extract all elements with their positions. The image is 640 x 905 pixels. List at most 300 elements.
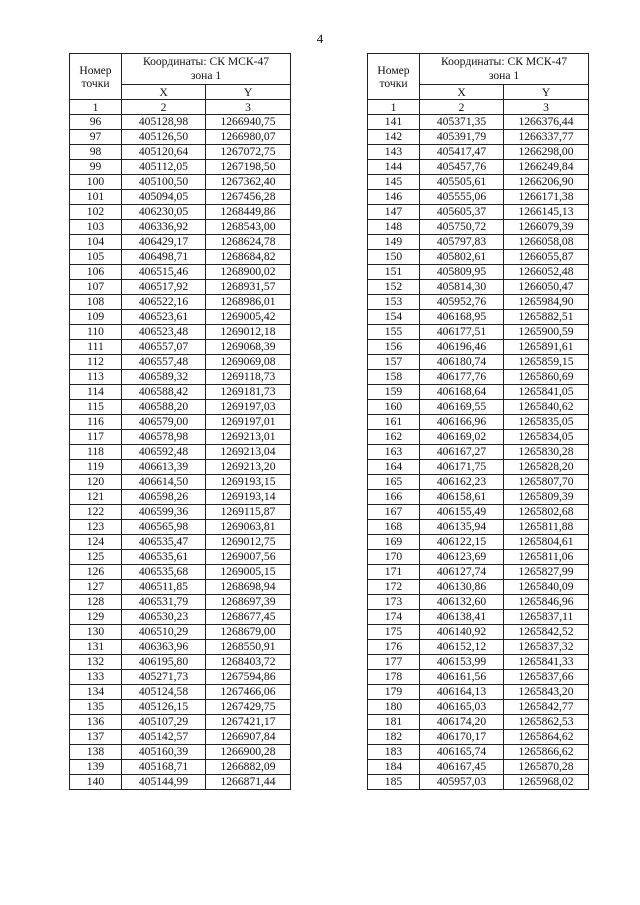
point-number-cell: 175 xyxy=(368,625,420,640)
table-row xyxy=(70,130,291,145)
x-coordinate-cell: 405957,03 xyxy=(420,775,504,790)
y-coordinate-cell: 1265900,59 xyxy=(504,325,589,340)
y-coordinate-cell: 1266940,75 xyxy=(206,115,291,130)
x-coordinate-cell: 406123,69 xyxy=(420,550,504,565)
table-row xyxy=(70,220,291,235)
x-coordinate-cell: 406155,49 xyxy=(420,505,504,520)
y-coordinate-cell: 1268900,02 xyxy=(206,265,291,280)
y-coordinate-cell: 1265842,77 xyxy=(504,700,589,715)
x-coordinate-cell: 406523,48 xyxy=(122,325,206,340)
point-number-cell: 143 xyxy=(368,145,420,160)
y-coordinate-cell: 1265841,33 xyxy=(504,655,589,670)
table-row xyxy=(368,205,589,220)
point-number-cell: 183 xyxy=(368,745,420,760)
header-index-3: 3 xyxy=(206,100,291,115)
x-coordinate-cell: 406523,61 xyxy=(122,310,206,325)
table-row xyxy=(368,265,589,280)
header-x: X xyxy=(122,85,206,100)
point-number-cell: 132 xyxy=(70,655,122,670)
table-row xyxy=(368,475,589,490)
table-row xyxy=(70,550,291,565)
x-coordinate-cell: 405809,95 xyxy=(420,265,504,280)
point-number-cell: 178 xyxy=(368,670,420,685)
x-coordinate-cell: 406531,79 xyxy=(122,595,206,610)
y-coordinate-cell: 1268624,78 xyxy=(206,235,291,250)
x-coordinate-cell: 405952,76 xyxy=(420,295,504,310)
point-number-cell: 120 xyxy=(70,475,122,490)
y-coordinate-cell: 1265862,53 xyxy=(504,715,589,730)
y-coordinate-cell: 1265891,61 xyxy=(504,340,589,355)
y-coordinate-cell: 1265811,06 xyxy=(504,550,589,565)
table-row xyxy=(368,340,589,355)
x-coordinate-cell: 405505,61 xyxy=(420,175,504,190)
table-row xyxy=(368,685,589,700)
y-coordinate-cell: 1265830,28 xyxy=(504,445,589,460)
table-row xyxy=(70,370,291,385)
x-coordinate-cell: 405371,35 xyxy=(420,115,504,130)
table-row xyxy=(368,730,589,745)
y-coordinate-cell: 1269213,04 xyxy=(206,445,291,460)
point-number-cell: 122 xyxy=(70,505,122,520)
y-coordinate-cell: 1265864,62 xyxy=(504,730,589,745)
table-row xyxy=(368,325,589,340)
x-coordinate-cell: 405391,79 xyxy=(420,130,504,145)
y-coordinate-cell: 1269012,18 xyxy=(206,325,291,340)
point-number-cell: 124 xyxy=(70,535,122,550)
x-coordinate-cell: 406168,64 xyxy=(420,385,504,400)
table-row xyxy=(70,715,291,730)
x-coordinate-cell: 406535,68 xyxy=(122,565,206,580)
table-row xyxy=(368,250,589,265)
x-coordinate-cell: 405094,05 xyxy=(122,190,206,205)
point-number-cell: 145 xyxy=(368,175,420,190)
y-coordinate-cell: 1269118,73 xyxy=(206,370,291,385)
x-coordinate-cell: 406177,76 xyxy=(420,370,504,385)
y-coordinate-cell: 1266871,44 xyxy=(206,775,291,790)
point-number-cell: 179 xyxy=(368,685,420,700)
y-coordinate-cell: 1265846,96 xyxy=(504,595,589,610)
y-coordinate-cell: 1265811,88 xyxy=(504,520,589,535)
x-coordinate-cell: 405271,73 xyxy=(122,670,206,685)
point-number-cell: 146 xyxy=(368,190,420,205)
table-row xyxy=(368,460,589,475)
x-coordinate-cell: 406153,99 xyxy=(420,655,504,670)
x-coordinate-cell: 405144,99 xyxy=(122,775,206,790)
x-coordinate-cell: 406168,95 xyxy=(420,310,504,325)
table-row xyxy=(70,115,291,130)
x-coordinate-cell: 406599,36 xyxy=(122,505,206,520)
x-coordinate-cell: 406177,51 xyxy=(420,325,504,340)
point-number-cell: 148 xyxy=(368,220,420,235)
table-row xyxy=(70,265,291,280)
y-coordinate-cell: 1269007,56 xyxy=(206,550,291,565)
table-row xyxy=(368,640,589,655)
table-row xyxy=(368,115,589,130)
point-number-cell: 155 xyxy=(368,325,420,340)
x-coordinate-cell: 406588,20 xyxy=(122,400,206,415)
y-coordinate-cell: 1268986,01 xyxy=(206,295,291,310)
x-coordinate-cell: 405107,29 xyxy=(122,715,206,730)
point-number-cell: 176 xyxy=(368,640,420,655)
y-coordinate-cell: 1265840,09 xyxy=(504,580,589,595)
table-row xyxy=(70,235,291,250)
point-number-cell: 125 xyxy=(70,550,122,565)
y-coordinate-cell: 1265840,62 xyxy=(504,400,589,415)
point-number-cell: 147 xyxy=(368,205,420,220)
point-number-cell: 156 xyxy=(368,340,420,355)
y-coordinate-cell: 1266055,87 xyxy=(504,250,589,265)
table-row xyxy=(70,595,291,610)
y-coordinate-cell: 1265807,70 xyxy=(504,475,589,490)
x-coordinate-cell: 406167,45 xyxy=(420,760,504,775)
y-coordinate-cell: 1267429,75 xyxy=(206,700,291,715)
point-number-cell: 96 xyxy=(70,115,122,130)
coordinates-table-right xyxy=(367,53,589,790)
x-coordinate-cell: 406127,74 xyxy=(420,565,504,580)
point-number-cell: 135 xyxy=(70,700,122,715)
table-row xyxy=(368,385,589,400)
y-coordinate-cell: 1266050,47 xyxy=(504,280,589,295)
table-row xyxy=(70,340,291,355)
point-number-cell: 119 xyxy=(70,460,122,475)
point-number-cell: 160 xyxy=(368,400,420,415)
x-coordinate-cell: 406498,71 xyxy=(122,250,206,265)
table-row xyxy=(70,415,291,430)
point-number-cell: 108 xyxy=(70,295,122,310)
x-coordinate-cell: 405168,71 xyxy=(122,760,206,775)
table-row xyxy=(368,505,589,520)
point-number-cell: 184 xyxy=(368,760,420,775)
table-row xyxy=(70,145,291,160)
x-coordinate-cell: 405124,58 xyxy=(122,685,206,700)
table-body-left xyxy=(70,115,291,790)
x-coordinate-cell: 406363,96 xyxy=(122,640,206,655)
table-row xyxy=(70,730,291,745)
x-coordinate-cell: 406429,17 xyxy=(122,235,206,250)
x-coordinate-cell: 406165,74 xyxy=(420,745,504,760)
x-coordinate-cell: 406517,92 xyxy=(122,280,206,295)
table-row xyxy=(368,445,589,460)
table-row xyxy=(368,745,589,760)
table-row xyxy=(70,505,291,520)
x-coordinate-cell: 406588,42 xyxy=(122,385,206,400)
y-coordinate-cell: 1268697,39 xyxy=(206,595,291,610)
y-coordinate-cell: 1269115,87 xyxy=(206,505,291,520)
point-number-cell: 142 xyxy=(368,130,420,145)
table-row xyxy=(368,490,589,505)
y-coordinate-cell: 1265984,90 xyxy=(504,295,589,310)
point-number-cell: 130 xyxy=(70,625,122,640)
table-row xyxy=(368,370,589,385)
point-number-cell: 173 xyxy=(368,595,420,610)
point-number-cell: 185 xyxy=(368,775,420,790)
point-number-cell: 106 xyxy=(70,265,122,280)
x-coordinate-cell: 406167,27 xyxy=(420,445,504,460)
x-coordinate-cell: 406336,92 xyxy=(122,220,206,235)
table-row xyxy=(368,610,589,625)
table-row xyxy=(70,670,291,685)
x-coordinate-cell: 405112,05 xyxy=(122,160,206,175)
y-coordinate-cell: 1269069,08 xyxy=(206,355,291,370)
y-coordinate-cell: 1266900,28 xyxy=(206,745,291,760)
point-number-cell: 140 xyxy=(70,775,122,790)
table-row xyxy=(368,670,589,685)
y-coordinate-cell: 1269193,15 xyxy=(206,475,291,490)
y-coordinate-cell: 1265842,52 xyxy=(504,625,589,640)
y-coordinate-cell: 1265866,62 xyxy=(504,745,589,760)
point-number-cell: 138 xyxy=(70,745,122,760)
point-number-cell: 136 xyxy=(70,715,122,730)
header-point-number: Номер точки xyxy=(70,54,122,100)
x-coordinate-cell: 406535,61 xyxy=(122,550,206,565)
table-row xyxy=(70,460,291,475)
table-row xyxy=(70,610,291,625)
y-coordinate-cell: 1266907,84 xyxy=(206,730,291,745)
y-coordinate-cell: 1265828,20 xyxy=(504,460,589,475)
header-index-2: 2 xyxy=(122,100,206,115)
table-row xyxy=(368,415,589,430)
header-y: Y xyxy=(206,85,291,100)
point-number-cell: 151 xyxy=(368,265,420,280)
y-coordinate-cell: 1269063,81 xyxy=(206,520,291,535)
point-number-cell: 154 xyxy=(368,310,420,325)
x-coordinate-cell: 406122,15 xyxy=(420,535,504,550)
point-number-cell: 99 xyxy=(70,160,122,175)
point-number-cell: 117 xyxy=(70,430,122,445)
y-coordinate-cell: 1267072,75 xyxy=(206,145,291,160)
x-coordinate-cell: 406195,80 xyxy=(122,655,206,670)
point-number-cell: 174 xyxy=(368,610,420,625)
point-number-cell: 111 xyxy=(70,340,122,355)
y-coordinate-cell: 1265802,68 xyxy=(504,505,589,520)
point-number-cell: 159 xyxy=(368,385,420,400)
x-coordinate-cell: 406162,23 xyxy=(420,475,504,490)
table-row xyxy=(70,250,291,265)
y-coordinate-cell: 1268550,91 xyxy=(206,640,291,655)
point-number-cell: 121 xyxy=(70,490,122,505)
x-coordinate-cell: 406161,56 xyxy=(420,670,504,685)
point-number-cell: 112 xyxy=(70,355,122,370)
y-coordinate-cell: 1265827,99 xyxy=(504,565,589,580)
y-coordinate-cell: 1269213,20 xyxy=(206,460,291,475)
y-coordinate-cell: 1265809,39 xyxy=(504,490,589,505)
table-row xyxy=(70,490,291,505)
point-number-cell: 102 xyxy=(70,205,122,220)
table-row xyxy=(368,355,589,370)
point-number-cell: 171 xyxy=(368,565,420,580)
point-number-cell: 131 xyxy=(70,640,122,655)
y-coordinate-cell: 1268931,57 xyxy=(206,280,291,295)
y-coordinate-cell: 1269068,39 xyxy=(206,340,291,355)
table-row xyxy=(368,400,589,415)
y-coordinate-cell: 1269181,73 xyxy=(206,385,291,400)
point-number-cell: 101 xyxy=(70,190,122,205)
y-coordinate-cell: 1266052,48 xyxy=(504,265,589,280)
x-coordinate-cell: 406510,29 xyxy=(122,625,206,640)
table-row xyxy=(368,775,589,790)
table-row xyxy=(368,655,589,670)
table-row xyxy=(70,565,291,580)
point-number-cell: 153 xyxy=(368,295,420,310)
table-row xyxy=(70,385,291,400)
x-coordinate-cell: 406535,47 xyxy=(122,535,206,550)
header-coordinates: Координаты: СК МСК-47 зона 1 xyxy=(420,54,589,85)
x-coordinate-cell: 406130,86 xyxy=(420,580,504,595)
y-coordinate-cell: 1267456,28 xyxy=(206,190,291,205)
x-coordinate-cell: 405555,06 xyxy=(420,190,504,205)
point-number-cell: 169 xyxy=(368,535,420,550)
point-number-cell: 137 xyxy=(70,730,122,745)
x-coordinate-cell: 405797,83 xyxy=(420,235,504,250)
point-number-cell: 105 xyxy=(70,250,122,265)
table-row xyxy=(368,520,589,535)
y-coordinate-cell: 1266298,00 xyxy=(504,145,589,160)
point-number-cell: 113 xyxy=(70,370,122,385)
header-index-3: 3 xyxy=(504,100,589,115)
y-coordinate-cell: 1265837,11 xyxy=(504,610,589,625)
point-number-cell: 177 xyxy=(368,655,420,670)
y-coordinate-cell: 1266079,39 xyxy=(504,220,589,235)
x-coordinate-cell: 405814,30 xyxy=(420,280,504,295)
x-coordinate-cell: 406174,20 xyxy=(420,715,504,730)
table-row xyxy=(70,700,291,715)
point-number-cell: 164 xyxy=(368,460,420,475)
x-coordinate-cell: 406180,74 xyxy=(420,355,504,370)
point-number-cell: 157 xyxy=(368,355,420,370)
point-number-cell: 134 xyxy=(70,685,122,700)
y-coordinate-cell: 1267466,06 xyxy=(206,685,291,700)
x-coordinate-cell: 406166,96 xyxy=(420,415,504,430)
y-coordinate-cell: 1267594,86 xyxy=(206,670,291,685)
table-row xyxy=(70,475,291,490)
table-row xyxy=(368,760,589,775)
table-row xyxy=(70,640,291,655)
table-body-right xyxy=(368,115,589,790)
y-coordinate-cell: 1266882,09 xyxy=(206,760,291,775)
x-coordinate-cell: 406171,75 xyxy=(420,460,504,475)
y-coordinate-cell: 1266249,84 xyxy=(504,160,589,175)
y-coordinate-cell: 1265859,15 xyxy=(504,355,589,370)
point-number-cell: 168 xyxy=(368,520,420,535)
table-row xyxy=(70,430,291,445)
y-coordinate-cell: 1269005,42 xyxy=(206,310,291,325)
coordinates-table-left xyxy=(69,53,291,790)
point-number-cell: 163 xyxy=(368,445,420,460)
point-number-cell: 182 xyxy=(368,730,420,745)
y-coordinate-cell: 1268403,72 xyxy=(206,655,291,670)
header-index-1: 1 xyxy=(70,100,122,115)
table-row xyxy=(70,280,291,295)
y-coordinate-cell: 1267362,40 xyxy=(206,175,291,190)
table-row xyxy=(368,130,589,145)
y-coordinate-cell: 1267421,17 xyxy=(206,715,291,730)
y-coordinate-cell: 1265843,20 xyxy=(504,685,589,700)
x-coordinate-cell: 405126,50 xyxy=(122,130,206,145)
y-coordinate-cell: 1265882,51 xyxy=(504,310,589,325)
y-coordinate-cell: 1265835,05 xyxy=(504,415,589,430)
y-coordinate-cell: 1269005,15 xyxy=(206,565,291,580)
point-number-cell: 133 xyxy=(70,670,122,685)
point-number-cell: 161 xyxy=(368,415,420,430)
x-coordinate-cell: 406522,16 xyxy=(122,295,206,310)
x-coordinate-cell: 405100,50 xyxy=(122,175,206,190)
table-row xyxy=(368,280,589,295)
point-number-cell: 107 xyxy=(70,280,122,295)
point-number-cell: 170 xyxy=(368,550,420,565)
header-point-number: Номер точки xyxy=(368,54,420,100)
table-row xyxy=(368,160,589,175)
point-number-cell: 123 xyxy=(70,520,122,535)
y-coordinate-cell: 1265837,32 xyxy=(504,640,589,655)
x-coordinate-cell: 406140,92 xyxy=(420,625,504,640)
x-coordinate-cell: 406132,60 xyxy=(420,595,504,610)
y-coordinate-cell: 1266145,13 xyxy=(504,205,589,220)
table-row xyxy=(368,235,589,250)
x-coordinate-cell: 406515,46 xyxy=(122,265,206,280)
x-coordinate-cell: 406530,23 xyxy=(122,610,206,625)
table-row xyxy=(368,430,589,445)
point-number-cell: 97 xyxy=(70,130,122,145)
point-number-cell: 116 xyxy=(70,415,122,430)
point-number-cell: 158 xyxy=(368,370,420,385)
x-coordinate-cell: 406557,07 xyxy=(122,340,206,355)
x-coordinate-cell: 405120,64 xyxy=(122,145,206,160)
point-number-cell: 166 xyxy=(368,490,420,505)
point-number-cell: 150 xyxy=(368,250,420,265)
x-coordinate-cell: 406196,46 xyxy=(420,340,504,355)
table-row xyxy=(70,400,291,415)
y-coordinate-cell: 1268698,94 xyxy=(206,580,291,595)
point-number-cell: 103 xyxy=(70,220,122,235)
y-coordinate-cell: 1266980,07 xyxy=(206,130,291,145)
x-coordinate-cell: 405457,76 xyxy=(420,160,504,175)
point-number-cell: 141 xyxy=(368,115,420,130)
x-coordinate-cell: 406169,55 xyxy=(420,400,504,415)
x-coordinate-cell: 406169,02 xyxy=(420,430,504,445)
point-number-cell: 100 xyxy=(70,175,122,190)
y-coordinate-cell: 1268679,00 xyxy=(206,625,291,640)
x-coordinate-cell: 406614,50 xyxy=(122,475,206,490)
x-coordinate-cell: 406170,17 xyxy=(420,730,504,745)
table-row xyxy=(368,715,589,730)
y-coordinate-cell: 1269197,01 xyxy=(206,415,291,430)
point-number-cell: 115 xyxy=(70,400,122,415)
x-coordinate-cell: 405142,57 xyxy=(122,730,206,745)
point-number-cell: 162 xyxy=(368,430,420,445)
header-index-1: 1 xyxy=(368,100,420,115)
point-number-cell: 180 xyxy=(368,700,420,715)
table-row xyxy=(70,355,291,370)
y-coordinate-cell: 1269193,14 xyxy=(206,490,291,505)
point-number-cell: 127 xyxy=(70,580,122,595)
x-coordinate-cell: 405128,98 xyxy=(122,115,206,130)
y-coordinate-cell: 1265870,28 xyxy=(504,760,589,775)
table-row xyxy=(368,295,589,310)
table-row xyxy=(70,655,291,670)
x-coordinate-cell: 405160,39 xyxy=(122,745,206,760)
y-coordinate-cell: 1267198,50 xyxy=(206,160,291,175)
table-row xyxy=(70,295,291,310)
table-row xyxy=(70,625,291,640)
point-number-cell: 126 xyxy=(70,565,122,580)
y-coordinate-cell: 1269213,01 xyxy=(206,430,291,445)
table-row xyxy=(70,520,291,535)
header-x: X xyxy=(420,85,504,100)
point-number-cell: 98 xyxy=(70,145,122,160)
y-coordinate-cell: 1268449,86 xyxy=(206,205,291,220)
table-row xyxy=(368,145,589,160)
x-coordinate-cell: 406598,26 xyxy=(122,490,206,505)
